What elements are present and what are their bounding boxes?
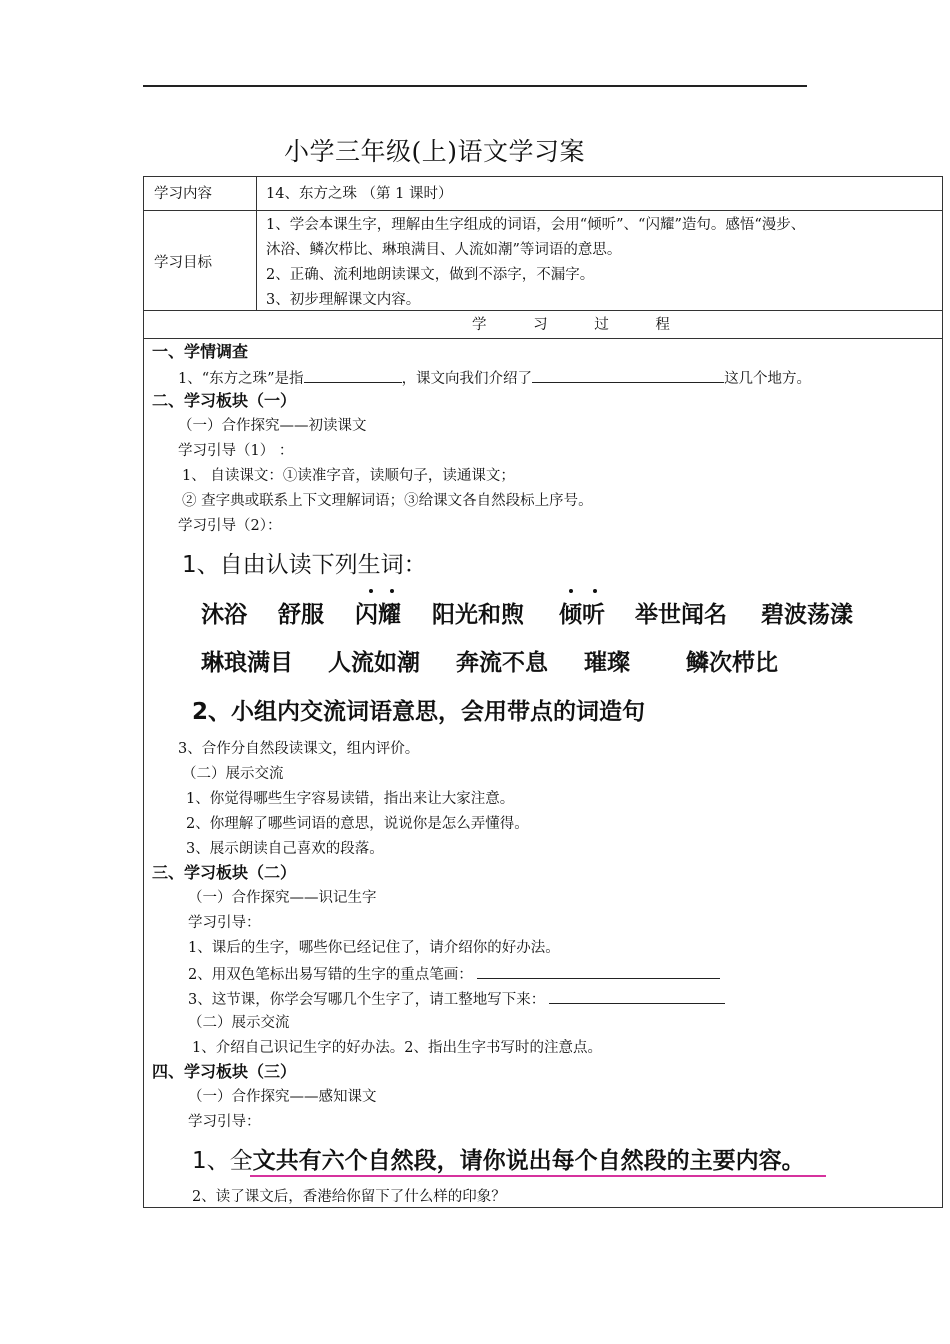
vocab-word: 鳞次栉比 — [686, 650, 778, 676]
task-prefix: 1、全 — [192, 1148, 253, 1174]
show-item: 3、展示朗读自己喜欢的段落。 — [186, 841, 384, 857]
vocab-word: 倾听 — [559, 602, 605, 628]
survey-question-part: ，课文向我们介绍了 — [401, 371, 533, 387]
guide-item-text: 3、这节课，你学会写哪几个生字了，请工整地写下来： — [188, 992, 546, 1008]
goal-line: 3、初步理解课文内容。 — [266, 292, 421, 308]
answer-blank[interactable] — [549, 988, 725, 1004]
content-label: 学习内容 — [154, 186, 212, 202]
task-item: 3、合作分自然段读课文，组内评价。 — [178, 741, 420, 757]
guide-label: 学习引导（2）： — [178, 518, 282, 534]
sub-heading: （二）展示交流 — [188, 1015, 290, 1031]
row-divider — [144, 210, 942, 211]
task-heading: 1、自由认读下列生词： — [182, 552, 427, 578]
vocab-word: 碧波荡漾 — [761, 602, 853, 628]
column-divider — [256, 177, 257, 310]
guide-item: 1、课后的生字，哪些你已经记住了，请介绍你的好办法。 — [188, 940, 560, 956]
vocab-word: 奔流不息 — [456, 650, 548, 676]
emphasis-dot — [593, 589, 597, 593]
sub-heading: （一）合作探究——初读课文 — [178, 418, 367, 434]
vocab-word: 琳琅满目 — [201, 650, 293, 676]
study-plan-table — [143, 176, 943, 1208]
guide-label: 学习引导： — [188, 1114, 261, 1130]
header-rule — [143, 85, 807, 87]
guide-item — [188, 988, 725, 1010]
answer-blank[interactable] — [477, 963, 720, 979]
goal-line: 沐浴、鳞次栉比、琳琅满目、人流如潮”等词语的意思。 — [266, 242, 622, 258]
vocab-word: 人流如潮 — [328, 650, 420, 676]
answer-blank[interactable] — [304, 367, 402, 383]
guide-item: 1、 自读课文：①读准字音，读顺句子，读通课文； — [182, 468, 515, 484]
guide-item — [188, 963, 720, 985]
guide-item-text: 2、用双色笔标出易写错的生字的重点笔画： — [188, 967, 473, 983]
vocab-word: 舒服 — [278, 602, 324, 628]
content-value: 14、东方之珠 （第 1 课时） — [266, 186, 453, 202]
document-title: 小学三年级(上)语文学习案 — [284, 137, 586, 166]
question-item: 2、读了课文后，香港给你留下了什么样的印象？ — [192, 1189, 506, 1205]
vocab-word: 阳光和煦 — [432, 602, 524, 628]
vocab-word: 璀璨 — [584, 650, 630, 676]
show-item: 1、你觉得哪些生字容易读错，指出来让大家注意。 — [186, 791, 515, 807]
guide-item: ② 查字典或联系上下文理解词语；③给课文各自然段标上序号。 — [182, 493, 593, 509]
task-heading — [192, 1146, 805, 1176]
task-text: 文共有六个自然段，请你说出每个自然段的主要内容。 — [252, 1148, 805, 1174]
section-heading: 四、学习板块（三） — [152, 1062, 297, 1081]
survey-question-part: 这几个地方。 — [724, 371, 812, 387]
vocab-word: 闪耀 — [355, 602, 401, 628]
guide-label: 学习引导（1） ： — [178, 443, 294, 459]
survey-question-part: 1、“东方之珠”是指 — [178, 371, 304, 387]
show-item: 2、你理解了哪些词语的意思，说说你是怎么弄懂得。 — [186, 816, 529, 832]
vocab-word: 举世闻名 — [635, 602, 727, 628]
sub-heading: （一）合作探究——识记生字 — [188, 890, 377, 906]
goal-line: 2、正确、流利地朗读课文，做到不添字，不漏字。 — [266, 267, 595, 283]
guide-label: 学习引导： — [188, 915, 261, 931]
section-heading: 三、学习板块（二） — [152, 863, 297, 882]
goal-line: 1、学会本课生字，理解由生字组成的词语，会用“倾听”、“闪耀”造句。感悟“漫步、 — [266, 217, 806, 233]
row-divider — [144, 338, 942, 339]
goals-label: 学习目标 — [154, 255, 212, 271]
section-heading: 二、学习板块（一） — [152, 391, 297, 410]
survey-question — [178, 367, 811, 389]
sub-heading: （二）展示交流 — [182, 766, 284, 782]
vocab-word: 沐浴 — [201, 602, 247, 628]
sub-heading: （一）合作探究——感知课文 — [188, 1089, 377, 1105]
highlight-underline — [250, 1175, 826, 1177]
row-divider — [144, 310, 942, 311]
emphasis-dot — [369, 589, 373, 593]
show-item: 1、介绍自己识记生字的好办法。2、指出生字书写时的注意点。 — [192, 1040, 602, 1056]
section-heading: 一、学情调查 — [152, 342, 249, 361]
emphasis-dot — [569, 589, 573, 593]
process-header: 学 习 过 程 — [472, 317, 691, 333]
task-heading: 2、小组内交流词语意思，会用带点的词造句 — [192, 699, 646, 725]
emphasis-dot — [390, 589, 394, 593]
answer-blank[interactable] — [532, 367, 724, 383]
